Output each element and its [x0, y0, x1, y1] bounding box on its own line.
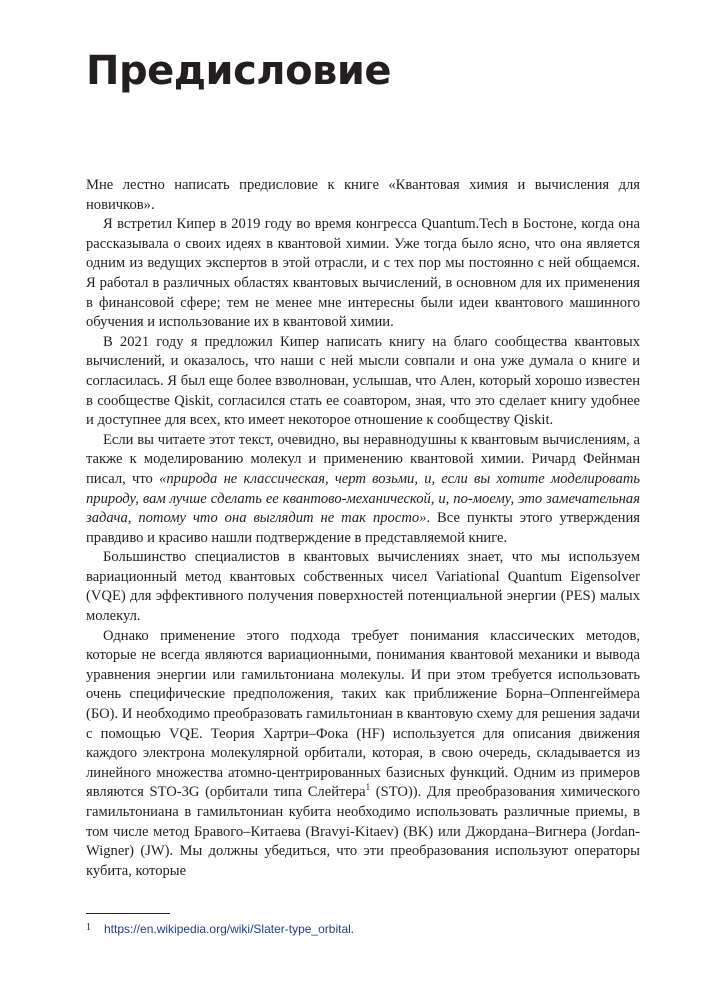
- paragraph-6: [86, 627, 640, 882]
- paragraph-5: Большинство специалистов в квантовых вычислениях знает, что мы используем вариационный метод квантовых собственных чисел Variational Quantum Eigensolver (VQE) для эффективного получения поверхностей потенциальной энергии (PES) малых молекул.: [86, 549, 640, 625]
- body-text: [86, 176, 640, 881]
- footnote: [86, 922, 354, 937]
- footnote-number: 1: [86, 922, 91, 933]
- footnote-trail: .: [350, 922, 354, 936]
- feynman-quote: «природа не классическая, черт возьми, и, если вы хотите моделировать природу, вам лучше сделать ее квантово-механической, и, по-моему, это замечательная задача, потому что она выглядит не так просто»: [86, 470, 640, 527]
- footnote-divider: [86, 913, 170, 914]
- footnote-ref[interactable]: 1: [365, 782, 371, 793]
- paragraph-4: [86, 431, 640, 549]
- paragraph-6-text-b: (STO)). Для преобразования химического гамильтониана в гамильтониан кубита необходимо использовать различные приемы, в том числе метод Бравого–Китаева (Bravyi-Kitaev) (BK) или Джордана–Вигнера (Jordan-Wigner) (JW). Мы должны убедиться, что эти преобразования используют операторы кубита, которые: [86, 784, 640, 879]
- footnote-link[interactable]: https://en.wikipedia.org/wiki/Slater-type_orbital: [104, 922, 351, 936]
- paragraph-4-text-a: Если вы читаете этот текст, очевидно, вы неравнодушны к квантовым вычислениям, а также к моделированию молекул и применению квантовой химии. Ричард Фейнман писал, что: [86, 431, 640, 487]
- page-title: Предисловие: [86, 48, 392, 94]
- paragraph-4-text-b: . Все пункты этого утверждения правдиво и красиво нашли подтверждение в представляемой книге.: [86, 510, 640, 546]
- paragraph-3: В 2021 году я предложил Кипер написать книгу на благо сообщества квантовых вычислений, и оказалось, что наши с ней мысли совпали и она уже думала о книге и согласилась. Я был еще более взволнован, услышав, что Ален, который хорошо известен в сообществе Qiskit, согласился стать ее соавтором, зная, что это сделает книгу удобнее и доступнее для всех, кто имеет некоторое отношение к сообществу Qiskit.: [86, 333, 640, 429]
- paragraph-2: Я встретил Кипер в 2019 году во время конгресса Quantum.Tech в Бостоне, когда она рассказывала о своих идеях в квантовой химии. Уже тогда было ясно, что она является одним из ведущих экспертов в этой отрасли, и с тех пор мы постоянно с ней общаемся. Я работал в различных областях квантовых вычислений, в основном для их применения в финансовой сфере; тем не менее мне интересны были идеи квантового машинного обучения и использование их в квантовой химии.: [86, 216, 640, 331]
- paragraph-1: Мне лестно написать предисловие к книге «Квантовая химия и вычисления для новичков».: [86, 177, 640, 213]
- paragraph-6-text-a: Однако применение этого подхода требует понимания классических методов, которые не всегда являются вариационными, понимания квантовой механики и вывода уравнения энергии или гамильтониана молекулы. И при этом требуется использовать очень специфические предположения, таких как приближение Борна–Оппенгеймера (БО). И необходимо преобразовать гамильтониан в квантовую схему для решения задачи с помощью VQE. Теория Хартри–Фока (HF) используется для описания движения каждого электрона молекулярной орбитали, которая, в свою очередь, складывается из линейного множества атомно-центрированных базисных функций. Одним из примеров являются STO-3G (орбитали типа Слейтера: [86, 627, 640, 801]
